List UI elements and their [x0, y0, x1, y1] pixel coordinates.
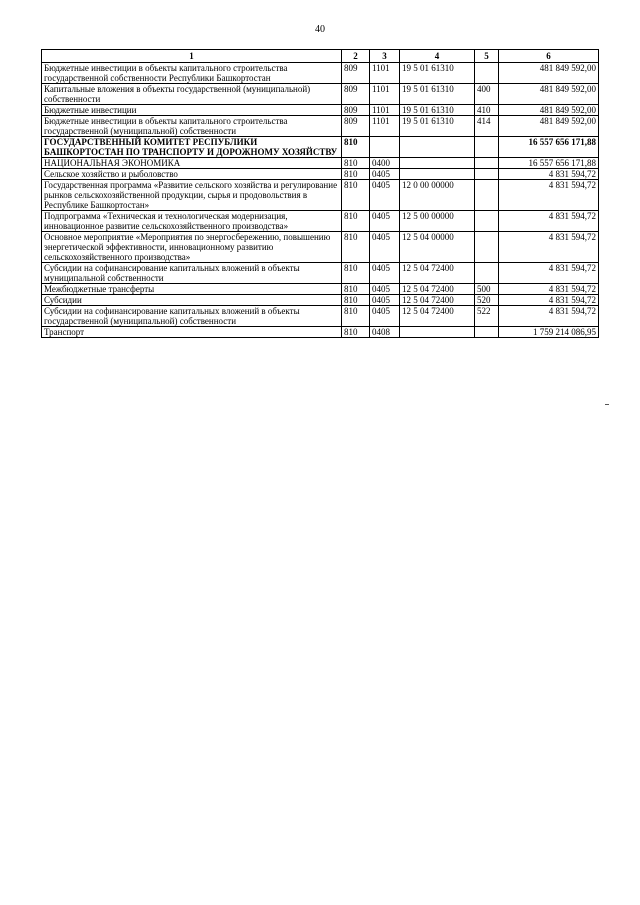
- table-row: [42, 284, 599, 295]
- table-row: [42, 63, 599, 84]
- row-amount-cell: 4 831 594,72: [499, 306, 599, 327]
- row-vr-cell: 400: [475, 84, 499, 105]
- row-amount-cell: 16 557 656 171,88: [499, 158, 599, 169]
- row-cs-cell: [400, 137, 475, 158]
- row-rz-cell: 1101: [370, 63, 400, 84]
- row-name-cell: Транспорт: [42, 327, 342, 338]
- header-col-3: 3: [370, 50, 400, 63]
- row-rz-cell: 1101: [370, 84, 400, 105]
- row-amount-cell: 4 831 594,72: [499, 169, 599, 180]
- row-cs-cell: 19 5 01 61310: [400, 84, 475, 105]
- stray-mark: [605, 404, 609, 405]
- row-ved-cell: 810: [342, 327, 370, 338]
- row-rz-cell: 0405: [370, 211, 400, 232]
- table-header: [42, 50, 599, 63]
- row-cs-cell: 12 5 00 00000: [400, 211, 475, 232]
- row-amount-cell: 481 849 592,00: [499, 84, 599, 105]
- row-ved-cell: 810: [342, 169, 370, 180]
- table-row: [42, 137, 599, 158]
- row-ved-cell: 809: [342, 116, 370, 137]
- table-row: [42, 116, 599, 137]
- header-col-6: 6: [499, 50, 599, 63]
- row-cs-cell: [400, 169, 475, 180]
- row-name-cell: Субсидии на софинансирование капитальных вложений в объекты муниципальной собственности: [42, 263, 342, 284]
- budget-table: [41, 49, 599, 338]
- row-vr-cell: 522: [475, 306, 499, 327]
- table-row: [42, 158, 599, 169]
- table-body: [42, 63, 599, 338]
- row-name-cell: Межбюджетные трансферты: [42, 284, 342, 295]
- row-cs-cell: 12 5 04 72400: [400, 263, 475, 284]
- row-vr-cell: [475, 211, 499, 232]
- row-amount-cell: 4 831 594,72: [499, 263, 599, 284]
- row-amount-cell: 16 557 656 171,88: [499, 137, 599, 158]
- header-col-1: 1: [42, 50, 342, 63]
- row-vr-cell: 410: [475, 105, 499, 116]
- row-cs-cell: 12 5 04 00000: [400, 232, 475, 263]
- row-name-cell: Сельское хозяйство и рыболовство: [42, 169, 342, 180]
- row-amount-cell: 1 759 214 086,95: [499, 327, 599, 338]
- row-vr-cell: [475, 232, 499, 263]
- table-row: [42, 84, 599, 105]
- row-amount-cell: 481 849 592,00: [499, 105, 599, 116]
- row-ved-cell: 810: [342, 295, 370, 306]
- row-rz-cell: 0405: [370, 180, 400, 211]
- row-rz-cell: 0400: [370, 158, 400, 169]
- header-col-4: 4: [400, 50, 475, 63]
- row-vr-cell: [475, 137, 499, 158]
- row-ved-cell: 810: [342, 263, 370, 284]
- row-name-cell: Бюджетные инвестиции в объекты капитального строительства государственной собственности Республики Башкортостан: [42, 63, 342, 84]
- row-cs-cell: [400, 158, 475, 169]
- row-ved-cell: 810: [342, 284, 370, 295]
- row-ved-cell: 810: [342, 158, 370, 169]
- row-rz-cell: 0405: [370, 295, 400, 306]
- row-cs-cell: [400, 327, 475, 338]
- row-name-cell: Бюджетные инвестиции в объекты капитального строительства государственной (муниципальной) собственности: [42, 116, 342, 137]
- row-cs-cell: 12 5 04 72400: [400, 284, 475, 295]
- row-vr-cell: [475, 327, 499, 338]
- row-ved-cell: 810: [342, 232, 370, 263]
- row-name-cell: Субсидии на софинансирование капитальных вложений в объекты государственной (муниципальной) собственности: [42, 306, 342, 327]
- row-rz-cell: 1101: [370, 105, 400, 116]
- table-row: [42, 105, 599, 116]
- table-row: [42, 306, 599, 327]
- row-name-cell: Бюджетные инвестиции: [42, 105, 342, 116]
- row-ved-cell: 810: [342, 211, 370, 232]
- row-ved-cell: 810: [342, 180, 370, 211]
- row-ved-cell: 810: [342, 137, 370, 158]
- row-rz-cell: 1101: [370, 116, 400, 137]
- row-amount-cell: 4 831 594,72: [499, 295, 599, 306]
- row-amount-cell: 4 831 594,72: [499, 211, 599, 232]
- row-rz-cell: 0405: [370, 263, 400, 284]
- row-rz-cell: 0405: [370, 232, 400, 263]
- row-ved-cell: 810: [342, 306, 370, 327]
- row-cs-cell: 19 5 01 61310: [400, 63, 475, 84]
- row-amount-cell: 4 831 594,72: [499, 232, 599, 263]
- row-cs-cell: 12 0 00 00000: [400, 180, 475, 211]
- page-number: 40: [315, 24, 325, 35]
- table-row: [42, 327, 599, 338]
- row-name-cell: Государственная программа «Развитие сельского хозяйства и регулирование рынков сельскохозяйственной продукции, сырья и продовольствия в Республике Башкортостан»: [42, 180, 342, 211]
- row-name-cell: Подпрограмма «Техническая и технологическая модернизация, инновационное развитие сельскохозяйственного производства»: [42, 211, 342, 232]
- row-name-cell: Субсидии: [42, 295, 342, 306]
- row-vr-cell: [475, 180, 499, 211]
- row-amount-cell: 4 831 594,72: [499, 284, 599, 295]
- row-amount-cell: 481 849 592,00: [499, 63, 599, 84]
- row-vr-cell: [475, 158, 499, 169]
- row-vr-cell: [475, 169, 499, 180]
- row-amount-cell: 4 831 594,72: [499, 180, 599, 211]
- row-rz-cell: 0405: [370, 169, 400, 180]
- row-vr-cell: [475, 263, 499, 284]
- row-vr-cell: [475, 63, 499, 84]
- table-row: [42, 180, 599, 211]
- table-row: [42, 295, 599, 306]
- row-vr-cell: 414: [475, 116, 499, 137]
- row-name-cell: Основное мероприятие «Мероприятия по энергосбережению, повышению энергетической эффективности, инновационному развитию сельскохозяйственного производства»: [42, 232, 342, 263]
- row-vr-cell: 520: [475, 295, 499, 306]
- header-col-5: 5: [475, 50, 499, 63]
- row-name-cell: НАЦИОНАЛЬНАЯ ЭКОНОМИКА: [42, 158, 342, 169]
- row-cs-cell: 12 5 04 72400: [400, 295, 475, 306]
- row-vr-cell: 500: [475, 284, 499, 295]
- row-cs-cell: 19 5 01 61310: [400, 116, 475, 137]
- table-row: [42, 232, 599, 263]
- row-cs-cell: 12 5 04 72400: [400, 306, 475, 327]
- row-rz-cell: [370, 137, 400, 158]
- table-row: [42, 169, 599, 180]
- row-ved-cell: 809: [342, 105, 370, 116]
- row-name-cell: Капитальные вложения в объекты государственной (муниципальной) собственности: [42, 84, 342, 105]
- table-row: [42, 211, 599, 232]
- row-ved-cell: 809: [342, 84, 370, 105]
- row-rz-cell: 0408: [370, 327, 400, 338]
- row-rz-cell: 0405: [370, 284, 400, 295]
- row-cs-cell: 19 5 01 61310: [400, 105, 475, 116]
- row-name-cell: ГОСУДАРСТВЕННЫЙ КОМИТЕТ РЕСПУБЛИКИ БАШКОРТОСТАН ПО ТРАНСПОРТУ И ДОРОЖНОМУ ХОЗЯЙСТВУ: [42, 137, 342, 158]
- row-rz-cell: 0405: [370, 306, 400, 327]
- header-col-2: 2: [342, 50, 370, 63]
- row-amount-cell: 481 849 592,00: [499, 116, 599, 137]
- row-ved-cell: 809: [342, 63, 370, 84]
- header-row: [42, 50, 599, 63]
- table-row: [42, 263, 599, 284]
